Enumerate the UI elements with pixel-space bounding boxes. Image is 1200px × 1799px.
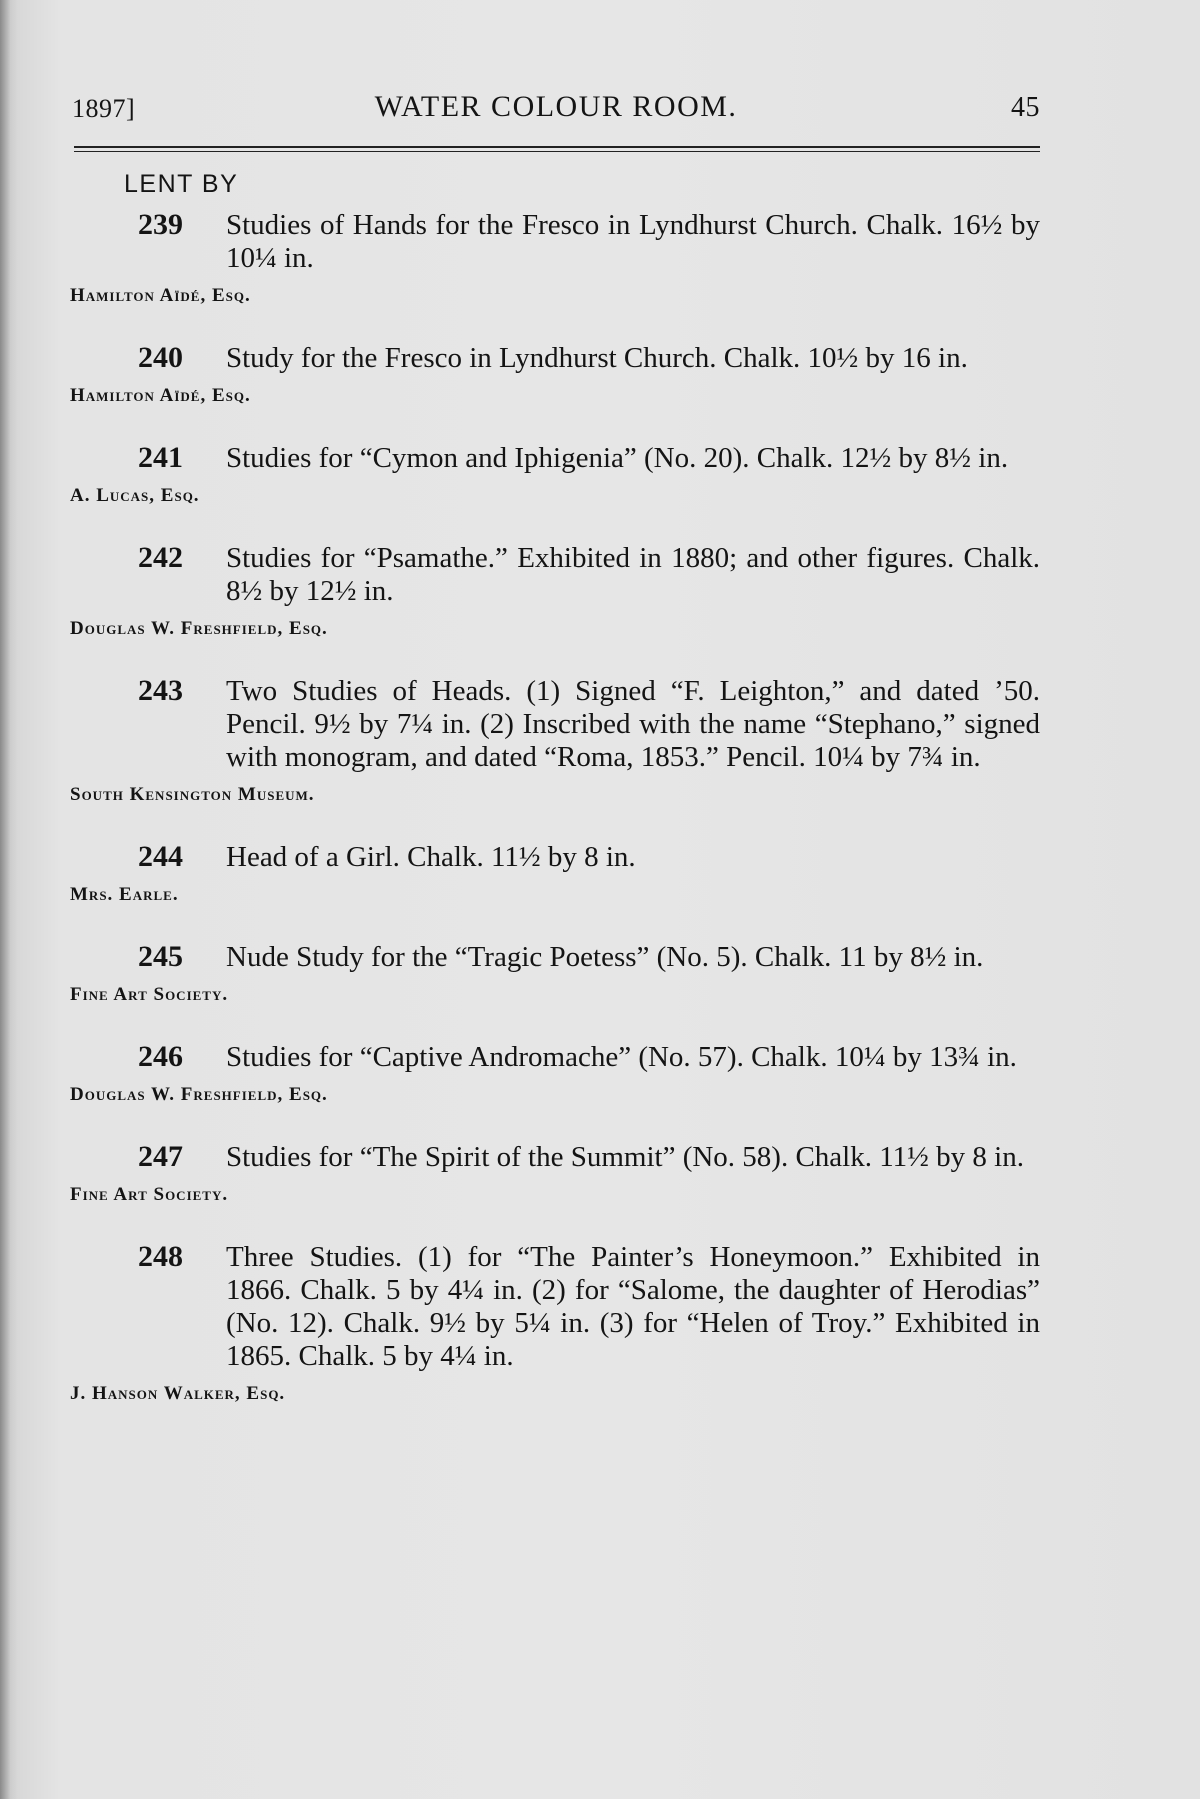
catalogue-entry xyxy=(70,208,1040,307)
entry-number: 244 xyxy=(138,840,183,873)
entry-text: Studies of Hands for the Fresco in Lyndhurst Church. Chalk. 16½ by 10¼ in. xyxy=(226,209,1040,274)
running-header xyxy=(72,90,1040,130)
entry-lender: Fine Art Society. xyxy=(70,1184,229,1205)
entry-description xyxy=(70,940,1040,974)
entry-number: 240 xyxy=(138,341,183,374)
entry-lender: Hamilton Aïdé, Esq. xyxy=(70,285,251,306)
catalogue-entry xyxy=(70,1240,1040,1405)
entry-number: 243 xyxy=(138,674,183,707)
entry-number: 241 xyxy=(138,441,183,474)
entry-text: Nude Study for the “Tragic Poetess” (No. 5). Chalk. 11 by 8½ in. xyxy=(226,941,984,973)
entry-lender: Douglas W. Freshfield, Esq. xyxy=(70,1084,328,1105)
entry-lender: Mrs. Earle. xyxy=(70,884,179,905)
entry-description xyxy=(70,674,1040,774)
entry-description xyxy=(70,541,1040,608)
entry-lender: Douglas W. Freshfield, Esq. xyxy=(70,618,328,639)
entry-number: 242 xyxy=(138,541,183,574)
entry-description xyxy=(70,1140,1040,1174)
entry-description xyxy=(70,441,1040,475)
catalogue-entry xyxy=(70,341,1040,407)
entry-description xyxy=(70,341,1040,375)
entry-text: Study for the Fresco in Lyndhurst Church. Chalk. 10½ by 16 in. xyxy=(226,342,968,374)
header-year: 1897] xyxy=(72,94,136,123)
catalogue-entry xyxy=(70,840,1040,906)
header-title: WATER COLOUR ROOM. xyxy=(374,90,738,123)
lent-by-label: LENT BY xyxy=(124,170,239,198)
header-rule-top xyxy=(74,146,1040,148)
entry-description xyxy=(70,1040,1040,1074)
catalogue-entry xyxy=(70,441,1040,507)
entry-number: 239 xyxy=(138,208,183,241)
entry-lender: J. Hanson Walker, Esq. xyxy=(70,1383,286,1404)
page-number: 45 xyxy=(1011,92,1040,123)
entry-text: Studies for “Captive Andromache” (No. 57). Chalk. 10¼ by 13¾ in. xyxy=(226,1041,1017,1073)
entry-lender: Hamilton Aïdé, Esq. xyxy=(70,385,251,406)
catalogue-entry xyxy=(70,674,1040,806)
entry-description xyxy=(70,840,1040,874)
catalogue-entry xyxy=(70,541,1040,640)
entry-number: 248 xyxy=(138,1240,183,1273)
entry-lender: South Kensington Museum. xyxy=(70,784,315,805)
entry-text: Studies for “Cymon and Iphigenia” (No. 20). Chalk. 12½ by 8½ in. xyxy=(226,442,1009,474)
entry-description xyxy=(70,1240,1040,1373)
catalogue-entry xyxy=(70,940,1040,1006)
entry-text: Studies for “The Spirit of the Summit” (No. 58). Chalk. 11½ by 8 in. xyxy=(226,1141,1024,1173)
entry-number: 245 xyxy=(138,940,183,973)
catalogue-entry xyxy=(70,1140,1040,1206)
catalogue-entry xyxy=(70,1040,1040,1106)
catalogue-entries xyxy=(70,208,1040,1439)
entry-text: Studies for “Psamathe.” Exhibited in 1880; and other figures. Chalk. 8½ by 12½ in. xyxy=(226,542,1040,607)
entry-lender: A. Lucas, Esq. xyxy=(70,485,200,506)
entry-text: Three Studies. (1) for “The Painter’s Honeymoon.” Exhibited in 1866. Chalk. 5 by 4¼ in. (2) for “Salome, the daughter of Herodias” (No. 12). Chalk. 9½ by 5¼ in. (3) for “Helen of Troy.” Exhibited in 1865. Chalk. 5 by 4¼ in. xyxy=(226,1241,1040,1372)
entry-text: Two Studies of Heads. (1) Signed “F. Leighton,” and dated ’50. Pencil. 9½ by 7¼ in. (2) Inscribed with the name “Stephano,” signed with monogram, and dated “Roma, 1853.” Pencil. 10¼ by 7¾ in. xyxy=(226,675,1040,773)
entry-number: 246 xyxy=(138,1040,183,1073)
entry-description xyxy=(70,208,1040,275)
header-rule-bottom xyxy=(74,151,1040,152)
entry-lender: Fine Art Society. xyxy=(70,984,229,1005)
entry-text: Head of a Girl. Chalk. 11½ by 8 in. xyxy=(226,841,636,873)
entry-number: 247 xyxy=(138,1140,183,1173)
